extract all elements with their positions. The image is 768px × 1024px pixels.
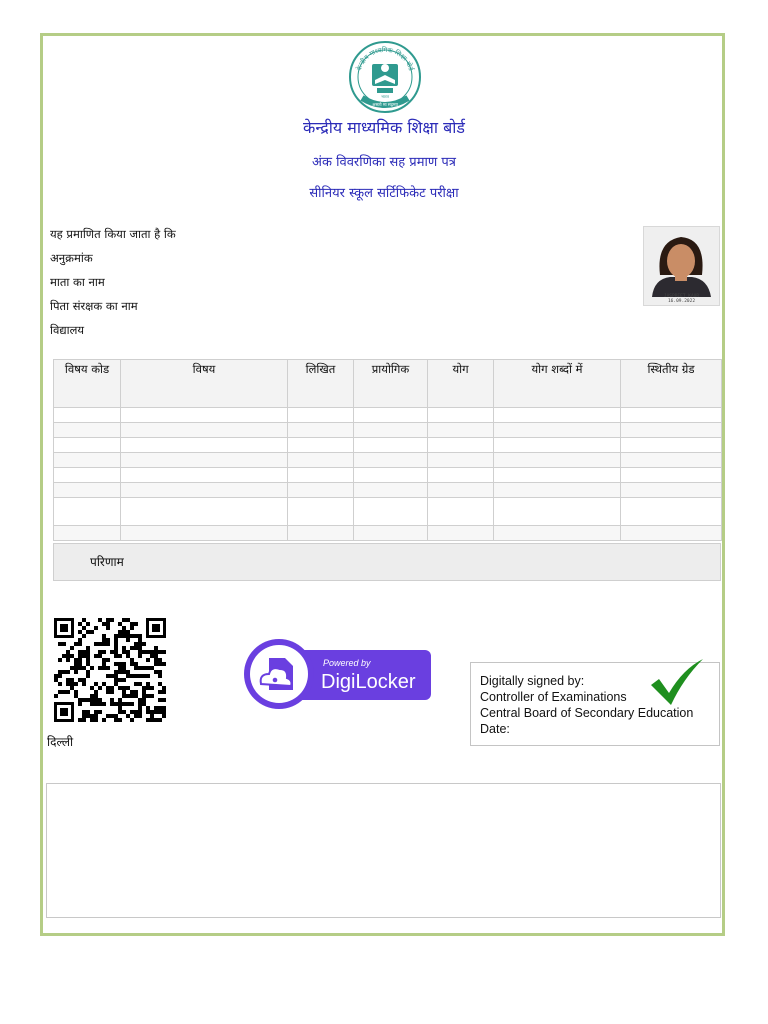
mother-name-label: माता का नाम: [50, 275, 105, 289]
table-row: [54, 483, 722, 498]
candidate-photo: [643, 226, 720, 306]
col-practical: प्रायोगिक: [354, 360, 428, 408]
roll-number-label: अनुक्रमांक: [50, 251, 93, 265]
table-row: [54, 453, 722, 468]
signature-line-1: Digitally signed by:: [480, 674, 585, 688]
exam-name: सीनियर स्कूल सर्टिफिकेट परीक्षा: [309, 186, 459, 201]
school-label: विद्यालय: [50, 323, 85, 337]
svg-text:DigiLocker: DigiLocker: [321, 671, 416, 693]
marks-table: [53, 359, 722, 541]
cbse-logo: [348, 40, 422, 114]
svg-text:भारत: भारत: [381, 94, 389, 99]
svg-text:असतो मा सद्गमय: असतो मा सद्गमय: [372, 102, 398, 107]
notes-box: [46, 783, 721, 918]
digital-signature-box: [470, 662, 720, 746]
col-total: योग: [428, 360, 494, 408]
father-name-label: पिता संरक्षक का नाम: [50, 299, 138, 313]
col-theory: लिखित: [288, 360, 354, 408]
result-label: परिणाम: [90, 555, 124, 569]
checkmark-icon: [649, 657, 705, 709]
photo-caption: [644, 294, 719, 304]
col-subject-code: विषय कोड: [54, 360, 121, 408]
document-type: अंक विवरणिका सह प्रमाण पत्र: [312, 155, 456, 170]
signature-line-3: Central Board of Secondary Education: [480, 706, 694, 720]
signature-line-2: Controller of Examinations: [480, 690, 627, 704]
table-row: [54, 438, 722, 453]
col-subject: विषय: [121, 360, 288, 408]
table-row: [54, 498, 722, 526]
table-row: [54, 408, 722, 423]
certify-line: यह प्रमाणित किया जाता है कि: [50, 227, 176, 241]
table-row: [54, 526, 722, 541]
table-row: [54, 468, 722, 483]
signature-line-4: Date:: [480, 722, 510, 736]
marks-header-row: [54, 360, 722, 408]
table-row: [54, 423, 722, 438]
photo-date-caption: 16.09.2022: [667, 299, 696, 304]
qr-code: [54, 618, 166, 722]
svg-text:Powered by: Powered by: [323, 658, 371, 668]
digilocker-badge: [243, 638, 433, 710]
svg-text:केन्द्रीय माध्यमिक शिक्षा बोर्: केन्द्रीय माध्यमिक शिक्षा बोर्ड: [354, 45, 416, 72]
col-positional-grade: स्थितीय ग्रेड: [621, 360, 722, 408]
result-row: [53, 543, 721, 581]
city-label: दिल्ली: [47, 735, 74, 749]
board-name: केन्द्रीय माध्यमिक शिक्षा बोर्ड: [303, 118, 465, 137]
col-total-in-words: योग शब्दों में: [494, 360, 621, 408]
photo-name-caption: JASPREET KAUR: [663, 294, 700, 299]
